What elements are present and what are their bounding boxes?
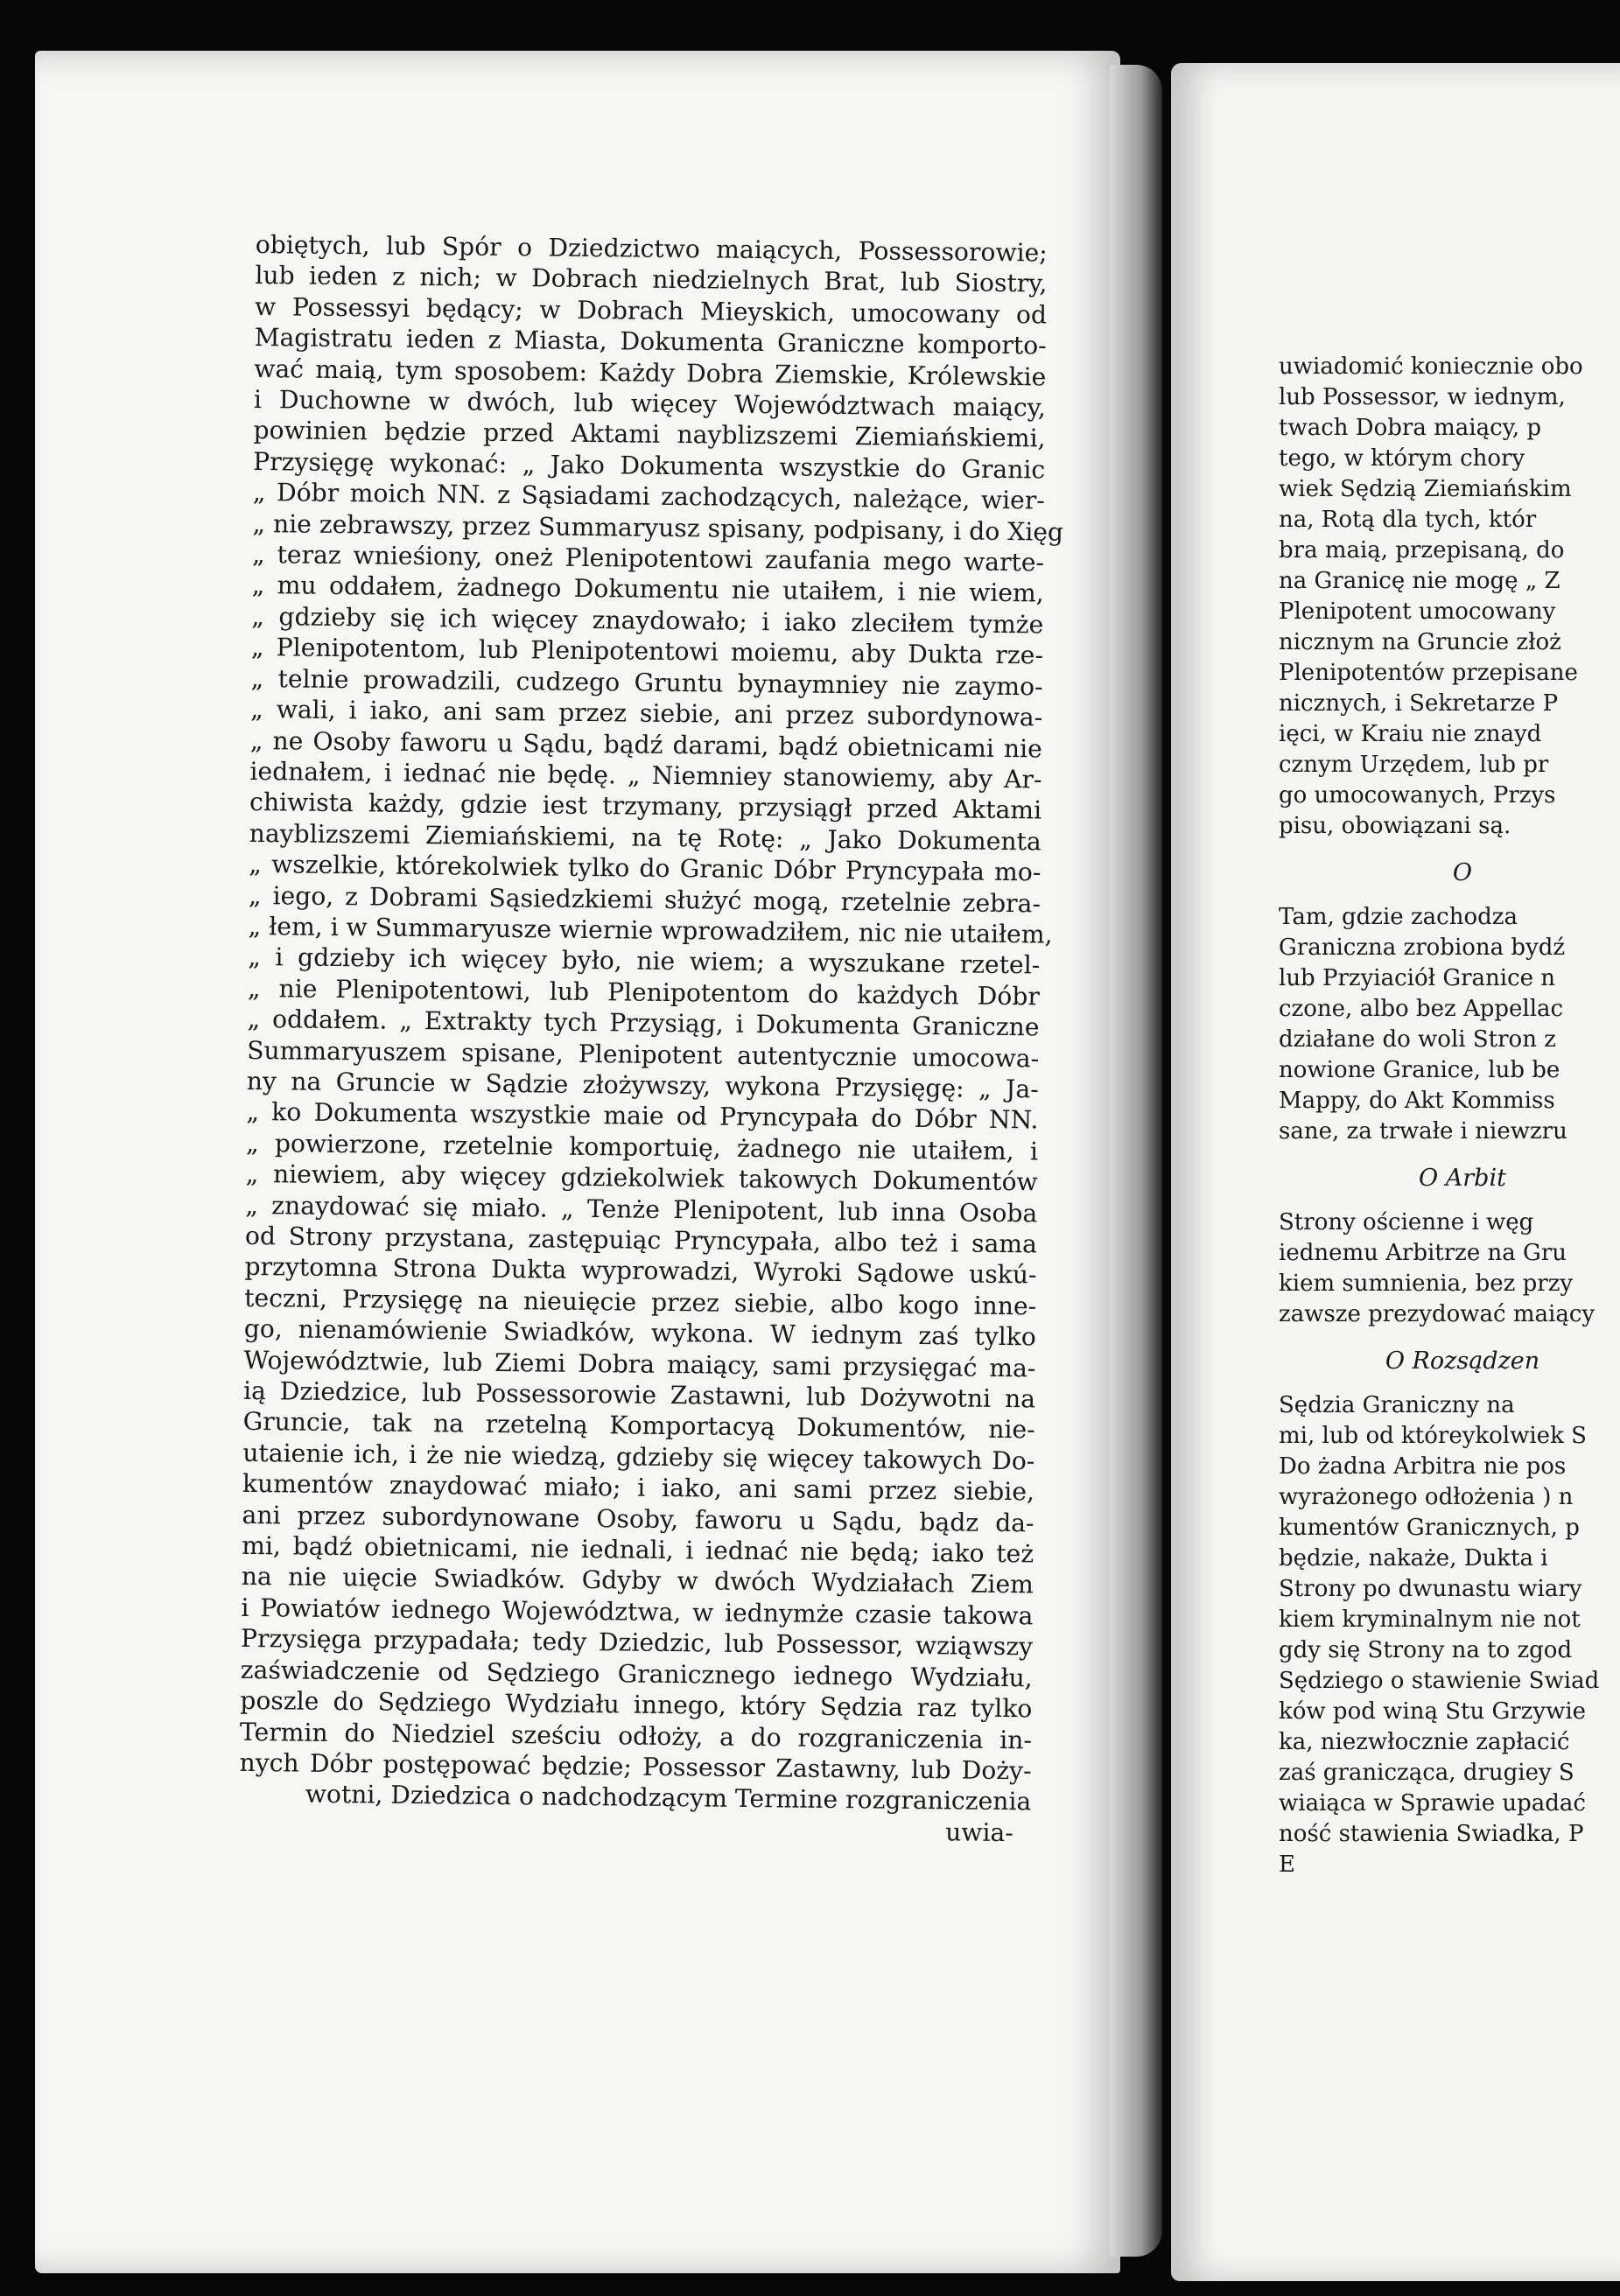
text-line: obiętych, lub Spór o Dziedzictwo maiących, Possessorowie; <box>255 229 1048 268</box>
text-line: „ wszelkie, którekolwiek tylko do Granic Dóbr Pryncypała mo- <box>249 850 1041 887</box>
text-line: „ teraz wnieśiony, oneż Plenipotentowi zaufania mego warte- <box>251 540 1045 578</box>
page-fold-shadow <box>1110 65 1162 2257</box>
text-line: Województwie, lub Ziemi Dobra maiący, sami przysięgać ma- <box>243 1345 1036 1383</box>
text-line: Sędzia Graniczny na <box>1279 1392 1515 1418</box>
text-line: „ ko Dokumenta wszystkie maie od Pryncypała do Dóbr NN. <box>246 1097 1039 1135</box>
text-line: „ i gdzieby ich więcey było, nie wiem; a wyszukane rzetel- <box>248 942 1041 980</box>
text-line: sane, za trwałe i niewzru <box>1279 1118 1567 1144</box>
text-line: Mappy, do Akt Kommiss <box>1279 1088 1555 1114</box>
catchword: uwia- <box>945 1817 1014 1847</box>
text-line: zaś granicząca, drugiey S <box>1279 1760 1574 1786</box>
text-line: Sędziego o stawienie Swiad <box>1279 1668 1600 1694</box>
text-line: E <box>1279 1852 1295 1878</box>
text-line: Do żadna Arbitra nie pos <box>1279 1453 1567 1480</box>
text-line: Termin do Niedziel sześciu odłoży, a do rozgraniczenia in- <box>239 1717 1033 1754</box>
section-heading-judgment: O Rozsądzen <box>1385 1348 1540 1375</box>
text-line: nicznych, i Sekretarze P <box>1279 690 1559 717</box>
text-line: „ iego, z Dobrami Sąsiedzkiemi służyć mogą, rzetelnie zebra- <box>248 880 1041 918</box>
text-line: ków pod winą Stu Grzywie <box>1279 1698 1587 1725</box>
text-line: Plenipotent umocowany <box>1279 598 1556 625</box>
text-line: zaświadczenie od Sędziego Granicznego iednego Wydziału, <box>240 1655 1033 1693</box>
text-line: wiaiąca w Sprawie upadać <box>1279 1790 1586 1816</box>
text-line: Tam, gdzie zachodza <box>1279 904 1518 930</box>
text-line: cznym Urzędem, lub pr <box>1279 752 1549 778</box>
text-line: „ ne Osoby faworu u Sądu, bądź darami, bądź obietnicami nie <box>249 725 1043 763</box>
text-line: „ Dóbr moich NN. z Sąsiadami zachodzących, należące, wier- <box>252 478 1045 515</box>
text-line: kumentów Granicznych, p <box>1279 1515 1580 1541</box>
text-line: Przysięga przypadała; tedy Dziedzic, lub Possessor, wziąwszy <box>240 1624 1034 1662</box>
text-line: „ wali, i iako, ani sam przez siebie, ani przez subordynowa- <box>250 695 1043 732</box>
text-line: na Granicę nie mogę „ Z <box>1279 568 1560 594</box>
text-line: Plenipotentów przepisane <box>1279 660 1578 686</box>
right-page-text <box>1279 352 1620 1880</box>
text-line: ka, niezwłocznie zapłacić <box>1279 1729 1570 1755</box>
text-line: „ oddałem. „ Extrakty tych Przysiąg, i Dokumenta Graniczne <box>247 1004 1040 1042</box>
text-line: „ telnie prowadzili, cudzego Gruntu bynaymniey nie zaymo- <box>250 663 1043 702</box>
section-heading-arbitration: O Arbit <box>1419 1165 1506 1192</box>
text-line: „ Plenipotentom, lub Plenipotentowi moiemu, aby Dukta rze- <box>250 633 1044 670</box>
text-line: wotni, Dziedzica o nadchodzącym Termine rozgraniczenia <box>305 1780 1032 1816</box>
text-line: Przysięgę wykonać: „ Jako Dokumenta wszystkie do Granic <box>253 446 1046 485</box>
text-line: „ gdzieby się ich więcey znaydowało; i iako zleciłem tymże <box>251 601 1044 640</box>
text-line: ięci, w Kraiu nie znayd <box>1279 721 1542 747</box>
text-line: bra maią, przepisaną, do <box>1279 537 1565 564</box>
text-line: uwiadomić koniecznie obo <box>1279 354 1583 380</box>
text-line: ność stawienia Swiadka, P <box>1279 1821 1584 1847</box>
text-line: poszle do Sędziego Wydziału innego, który Sędzia raz tylko <box>240 1686 1033 1724</box>
text-line: iednałem, i iednać nie będę. „ Niemniey stanowiemy, aby Ar- <box>249 756 1042 794</box>
text-line: „ mu oddałem, żadnego Dokumentu nie utaiłem, i nie wiem, <box>251 570 1044 608</box>
text-line: go umocowanych, Przys <box>1279 782 1556 808</box>
text-line: teczni, Przysięgę na nieuięcie przez siebie, albo kogo inne- <box>244 1283 1037 1321</box>
text-line: Graniczna zrobiona bydź <box>1279 934 1566 961</box>
text-line: chiwista każdy, gdzie iest trzymany, przysiągł przed Aktami <box>249 788 1042 825</box>
text-line: w Possessyi będący; w Dobrach Mieyskich, umocowany od <box>254 291 1048 330</box>
text-line: działane do woli Stron z <box>1279 1026 1556 1053</box>
text-line: i Duchowne w dwóch, lub więcey Województwach maiący, <box>253 385 1047 423</box>
text-line: nych Dóbr postępować będzie; Possessor Zastawny, lub Doży- <box>239 1747 1032 1786</box>
left-page-text <box>239 229 1064 1849</box>
text-line: tego, w którym chory <box>1279 445 1525 472</box>
text-line: „ powierzone, rzetelnie komportuię, żadnego nie utaiłem, i <box>245 1128 1039 1166</box>
text-line: pisu, obowiązani są. <box>1279 813 1511 839</box>
text-line: lub ieden z nich; w Dobrach niedzielnych Brat, lub Siostry, <box>255 261 1048 298</box>
text-line: utaienie ich, i że nie wiedzą, gdzieby się więcey takowych Do- <box>242 1438 1035 1476</box>
text-line: lub Przyiaciół Granice n <box>1279 965 1556 991</box>
text-line: czone, albo bez Appellac <box>1279 996 1564 1022</box>
text-line: „ nie zebrawszy, przez Summaryusz spisany, podpisany, i do Xięg <box>252 508 1064 547</box>
text-line: zawsze prezydować maiący <box>1279 1301 1595 1327</box>
text-line: „ znaydować się miało. „ Tenże Plenipotent, lub inna Osoba <box>245 1190 1038 1228</box>
text-line: mi, lub od któreykolwiek S <box>1279 1423 1587 1449</box>
text-line: Gruncie, tak na rzetelną Komportacyą Dokumentów, nie- <box>242 1407 1035 1445</box>
text-line: kiem sumnienia, bez przy <box>1279 1270 1574 1297</box>
text-line: ani przez subordynowane Osoby, faworu u Sądu, bądz da- <box>242 1500 1034 1538</box>
text-line: na, Rotą dla tych, któr <box>1279 507 1537 533</box>
text-line: mi, bądź obietnicami, nie iednali, i iednać nie będą; iako też <box>242 1530 1034 1569</box>
text-line: Strony po dwunastu wiary <box>1279 1576 1582 1602</box>
text-line: go, nienamówienie Swiadków, wykona. W iednym zaś tylko <box>243 1314 1036 1352</box>
text-line: od Strony przystana, zastępuiąc Pryncypała, albo też i sama <box>244 1221 1038 1259</box>
text-line: twach Dobra maiący, p <box>1279 415 1542 441</box>
text-line: przytomna Strona Dukta wyprowadzi, Wyroki Sądowe uskú- <box>244 1252 1037 1290</box>
text-line: ny na Gruncie w Sądzie złożywszy, wykona Przysięgę: „ Ja- <box>246 1066 1039 1104</box>
text-line: będzie, nakaże, Dukta i <box>1279 1545 1548 1572</box>
text-line: lub Possessor, w iednym, <box>1279 384 1566 410</box>
text-line: iednemu Arbitrze na Gru <box>1279 1240 1567 1266</box>
text-line: kumentów znaydować miało; i iako, ani sami przez siebie, <box>242 1469 1035 1507</box>
text-line: na nie uięcie Swiadków. Gdyby w dwóch Wydziałach Ziem <box>241 1562 1034 1600</box>
text-line: wiek Sędzią Ziemiańskim <box>1279 476 1572 502</box>
text-line: nayblizszemi Ziemiańskiemi, na tę Rotę: „ Jako Dokumenta <box>249 818 1041 857</box>
text-line: ią Dziedzice, lub Possessorowie Zastawni, lub Dożywotni na <box>242 1376 1036 1414</box>
text-line: nicznym na Gruncie złoż <box>1279 629 1561 655</box>
text-line: nowione Granice, lub be <box>1279 1057 1560 1083</box>
text-line: gdy się Strony na to zgod <box>1279 1637 1573 1663</box>
text-line: Magistratu ieden z Miasta, Dokumenta Graniczne komporto- <box>254 323 1047 360</box>
section-heading: O <box>1452 859 1473 886</box>
text-line: kiem kryminalnym nie not <box>1279 1606 1581 1633</box>
text-line: i Powiatów iednego Województwa, w iednymże czasie takowa <box>241 1592 1034 1631</box>
text-line: „ łem, i w Summaryusze wiernie wprowadziłem, nic nie utaiłem, <box>248 911 1053 949</box>
text-line: Summaryuszem spisane, Plenipotent autentycznie umocowa- <box>247 1035 1040 1073</box>
text-line: wać maią, tym sposobem: Każdy Dobra Ziemskie, Królewskie <box>254 354 1047 392</box>
text-line: „ niewiem, aby więcey gdziekolwiek takowych Dokumentów <box>245 1159 1038 1197</box>
text-line: Strony ościenne i węg <box>1279 1209 1534 1236</box>
text-line: „ nie Plenipotentowi, lub Plenipotentom do każdych Dóbr <box>247 973 1041 1012</box>
text-line: powinien będzie przed Aktami nayblizszemi Ziemiańskiemi, <box>253 416 1046 453</box>
text-line: wyrażonego odłożenia ) n <box>1279 1484 1574 1510</box>
